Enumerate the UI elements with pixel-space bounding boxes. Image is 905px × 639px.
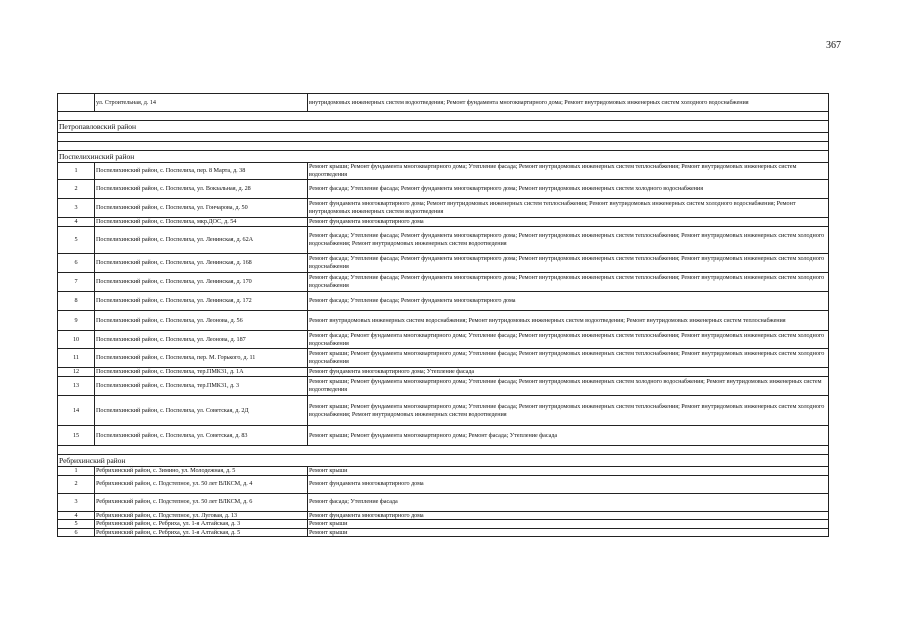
table-row (58, 218, 829, 227)
row-number-cell: 13 (58, 377, 95, 396)
row-number-cell: 1 (58, 163, 95, 180)
empty-cell (58, 112, 829, 121)
works-cell: Ремонт фундамента многоквартирного дома; Ремонт внутридомовых инженерных систем теплоснабжения; Ремонт внутридомовых инженерных систем холодного водоснабжения; Ремонт внутридомовых инженерных систем водоотведения (308, 199, 829, 218)
district-header-row (58, 151, 829, 163)
address-cell: Ребрихинский район, с. Зимино, ул. Молодежная, д. 5 (95, 467, 308, 476)
address-cell: Ребрихинский район, с. Подстепное, ул. 50 лет ВЛКСМ, д. 4 (95, 475, 308, 493)
address-cell: Поспелихинский район, с. Поспелиха, пер. 8 Марта, д. 38 (95, 163, 308, 180)
row-number-cell: 2 (58, 180, 95, 199)
works-cell: Ремонт фасада; Утепление фасада; Ремонт фундамента многоквартирного дома; Ремонт внутридомовых инженерных систем теплоснабжения; Ремонт внутридомовых инженерных систем холодного водоснабжения (308, 273, 829, 292)
address-cell: ул. Строительная, д. 14 (95, 94, 308, 112)
table-row (58, 493, 829, 511)
table-row (58, 199, 829, 218)
row-number-cell: 3 (58, 199, 95, 218)
table-row (58, 396, 829, 426)
row-number-cell: 4 (58, 218, 95, 227)
table-row (58, 349, 829, 368)
table-row (58, 94, 829, 112)
works-cell: Ремонт фундамента многоквартирного дома; Утепление фасада (308, 368, 829, 377)
table-row (58, 368, 829, 377)
row-number-cell: 8 (58, 292, 95, 311)
address-cell: Поспелихинский район, с. Поспелиха, ул. Гончарова, д. 50 (95, 199, 308, 218)
works-cell: Ремонт фасада; Утепление фасада; Ремонт фундамента многоквартирного дома; Ремонт внутридомовых инженерных систем холодного водоснабжения (308, 180, 829, 199)
row-number-cell: 4 (58, 511, 95, 520)
address-cell: Поспелихинский район, с. Поспелиха, ул. Ленинская, д. 170 (95, 273, 308, 292)
table-row (58, 377, 829, 396)
address-cell: Поспелихинский район, с. Поспелиха, ул. Ленинская, д. 62А (95, 227, 308, 254)
address-cell: Ребрихинский район, с. Подстепное, ул. Луговая, д. 13 (95, 511, 308, 520)
table-row (58, 331, 829, 349)
empty-row (58, 133, 829, 142)
works-cell: Ремонт фасада; Ремонт фундамента многоквартирного дома; Утепление фасада; Ремонт внутридомовых инженерных систем теплоснабжения; Ремонт внутридомовых инженерных систем холодного водоснабжения (308, 331, 829, 349)
row-number-cell: 14 (58, 396, 95, 426)
address-cell: Поспелихинский район, с. Поспелиха, пер. М. Горького, д. 11 (95, 349, 308, 368)
works-cell: Ремонт фасада; Утепление фасада (308, 493, 829, 511)
works-cell: Ремонт фундамента многоквартирного дома (308, 218, 829, 227)
address-cell: Ребрихинский район, с. Ребриха, ул. 1-я Алтайская, д. 3 (95, 520, 308, 529)
empty-cell (58, 133, 829, 142)
table-row (58, 475, 829, 493)
address-cell: Поспелихинский район, с. Поспелиха, ул. Леонова, д. 187 (95, 331, 308, 349)
works-cell: Ремонт крыши; Ремонт фундамента многоквартирного дома; Утепление фасада; Ремонт внутридомовых инженерных систем холодного водоснабжения; Ремонт внутридомовых инженерных систем водоотведения (308, 377, 829, 396)
row-number-cell: 2 (58, 475, 95, 493)
works-cell: Ремонт фасада; Утепление фасада; Ремонт фундамента многоквартирного дома; Ремонт внутридомовых инженерных систем теплоснабжения; Ремонт внутридомовых инженерных систем холодного водоснабжения (308, 254, 829, 273)
table-row (58, 520, 829, 529)
repair-registry-table (57, 93, 829, 537)
table-row (58, 227, 829, 254)
table-row (58, 273, 829, 292)
row-number-cell: 15 (58, 426, 95, 446)
row-number-cell: 5 (58, 227, 95, 254)
works-cell: Ремонт фасада; Утепление фасада; Ремонт фундамента многоквартирного дома; Ремонт внутридомовых инженерных систем теплоснабжения; Ремонт внутридомовых инженерных систем холодного водоснабжения; Ремонт внутридомовых инженерных систем водоотведения (308, 227, 829, 254)
works-cell: Ремонт фундамента многоквартирного дома (308, 511, 829, 520)
row-number-cell: 6 (58, 528, 95, 537)
address-cell: Ребрихинский район, с. Подстепное, ул. 50 лет ВЛКСМ, д. 6 (95, 493, 308, 511)
works-cell: Ремонт крыши; Ремонт фундамента многоквартирного дома; Утепление фасада; Ремонт внутридомовых инженерных систем теплоснабжения; Ремонт внутридомовых инженерных систем водоотведения (308, 163, 829, 180)
table-row (58, 254, 829, 273)
row-number-cell: 3 (58, 493, 95, 511)
empty-row (58, 112, 829, 121)
address-cell: Поспелихинский район, с. Поспелиха, ул. Вокзальная, д. 28 (95, 180, 308, 199)
address-cell: Поспелихинский район, с. Поспелиха, ул. Ленинская, д. 168 (95, 254, 308, 273)
empty-row (58, 446, 829, 455)
district-header-row (58, 455, 829, 467)
works-cell: Ремонт крыши; Ремонт фундамента многоквартирного дома; Утепление фасада; Ремонт внутридомовых инженерных систем теплоснабжения; Ремонт внутридомовых инженерных систем холодного водоснабжения (308, 349, 829, 368)
row-number-cell: 6 (58, 254, 95, 273)
row-number-cell (58, 94, 95, 112)
row-number-cell: 7 (58, 273, 95, 292)
row-number-cell: 9 (58, 311, 95, 331)
table-row (58, 292, 829, 311)
address-cell: Поспелихинский район, с. Поспелиха, тер.ПМК31, д. 1А (95, 368, 308, 377)
works-cell: Ремонт крыши; Ремонт фундамента многоквартирного дома; Утепление фасада; Ремонт внутридомовых инженерных систем теплоснабжения; Ремонт внутридомовых инженерных систем холодного водоснабжения; Ремонт внутридомовых инженерных систем водоотведения (308, 396, 829, 426)
table-row (58, 426, 829, 446)
table-row (58, 511, 829, 520)
address-cell: Поспелихинский район, с. Поспелиха, ул. Ленинская, д. 172 (95, 292, 308, 311)
works-cell: Ремонт крыши; Ремонт фундамента многоквартирного дома; Ремонт фасада; Утепление фасада (308, 426, 829, 446)
works-cell: Ремонт фасада; Утепление фасада; Ремонт фундамента многоквартирного дома (308, 292, 829, 311)
table-row (58, 311, 829, 331)
address-cell: Поспелихинский район, с. Поспелиха, ул. Леонова, д. 56 (95, 311, 308, 331)
works-cell: Ремонт крыши (308, 520, 829, 529)
address-cell: Поспелихинский район, с. Поспелиха, ул. Советская, д. 83 (95, 426, 308, 446)
row-number-cell: 12 (58, 368, 95, 377)
address-cell: Поспелихинский район, с. Поспелиха, ул. Советская, д. 2Д (95, 396, 308, 426)
address-cell: Поспелихинский район, с. Поспелиха, мкр.ДОС, д. 54 (95, 218, 308, 227)
district-label: Поспелихинский район (58, 151, 829, 163)
table-row (58, 467, 829, 476)
table-row (58, 528, 829, 537)
address-cell: Поспелихинский район, с. Поспелиха, тер.ПМК31, д. 3 (95, 377, 308, 396)
table-row (58, 180, 829, 199)
empty-cell (58, 142, 829, 151)
empty-row (58, 142, 829, 151)
district-header-row (58, 121, 829, 133)
page-number: 367 (826, 40, 841, 51)
works-cell: Ремонт фундамента многоквартирного дома (308, 475, 829, 493)
district-label: Ребрихинский район (58, 455, 829, 467)
row-number-cell: 10 (58, 331, 95, 349)
row-number-cell: 1 (58, 467, 95, 476)
works-cell: Ремонт крыши (308, 528, 829, 537)
row-number-cell: 5 (58, 520, 95, 529)
works-cell: Ремонт внутридомовых инженерных систем водоснабжения; Ремонт внутридомовых инженерных систем водоотведения; Ремонт внутридомовых инженерных систем теплоснабжения (308, 311, 829, 331)
registry-body (58, 94, 829, 537)
district-label: Петропавловский район (58, 121, 829, 133)
table-row (58, 163, 829, 180)
row-number-cell: 11 (58, 349, 95, 368)
works-cell: внутридомовых инженерных систем водоотведения; Ремонт фундамента многоквартирного дома; Ремонт внутридомовых инженерных систем холодного водоснабжения (308, 94, 829, 112)
empty-cell (58, 446, 829, 455)
address-cell: Ребрихинский район, с. Ребриха, ул. 1-я Алтайская, д. 5 (95, 528, 308, 537)
works-cell: Ремонт крыши (308, 467, 829, 476)
